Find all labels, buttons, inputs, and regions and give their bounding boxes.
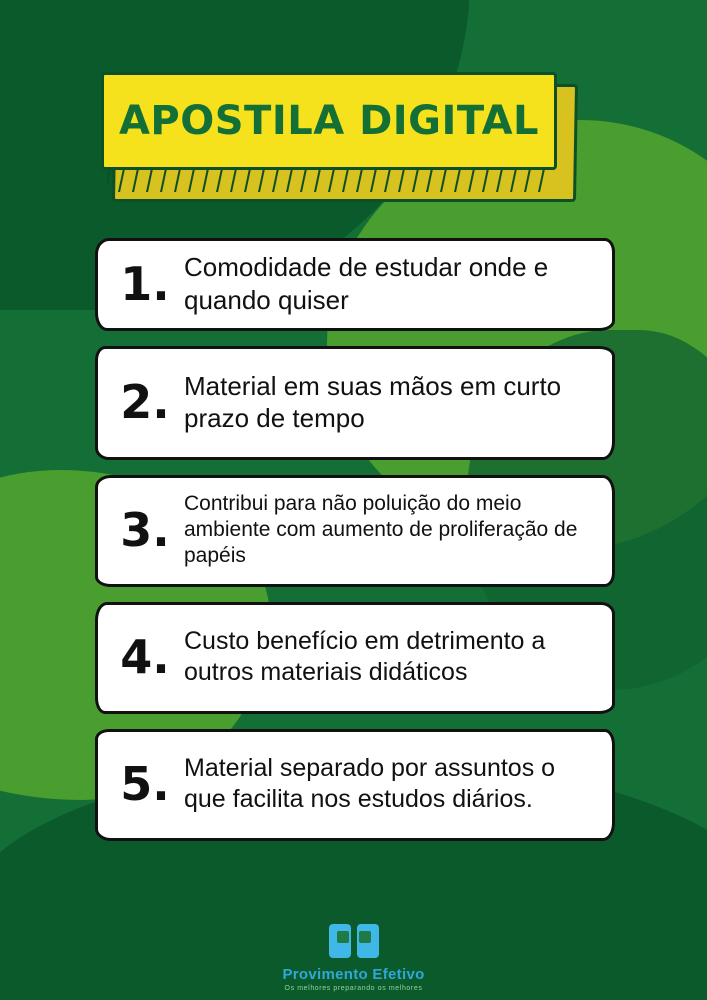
list-item [95, 346, 615, 460]
page-title: APOSTILA DIGITAL [118, 98, 540, 144]
list-item-number: 4. [120, 630, 170, 684]
list-item-text: Contribui para não poluição do meio ambiente com aumento de proliferação de papéis [184, 491, 578, 568]
list-item-text: Material separado por assuntos o que facilita nos estudos diários. [184, 753, 556, 813]
footer-branding [0, 922, 707, 992]
list-item-text: Material em suas mãos em curto prazo de tempo [184, 370, 562, 433]
title-banner [101, 72, 571, 200]
list-item [95, 602, 615, 714]
title-banner-front [101, 72, 557, 170]
list-item-number: 5. [120, 757, 170, 811]
brand-tagline: Os melhores preparando os melhores [284, 985, 423, 992]
double-square-logo-icon [327, 922, 381, 962]
list-item [95, 475, 615, 587]
list-item-number: 2. [120, 375, 170, 429]
list-item-number: 3. [120, 503, 170, 557]
list-item [95, 729, 615, 841]
brand-name: Provimento Efetivo [282, 966, 425, 983]
list-item-text: Comodidade de estudar onde e quando quiser [184, 252, 549, 315]
list-item-text: Custo benefício em detrimento a outros materiais didáticos [184, 626, 546, 686]
list-item-number: 1. [120, 256, 170, 311]
benefits-list [95, 238, 615, 856]
list-item [95, 238, 615, 331]
